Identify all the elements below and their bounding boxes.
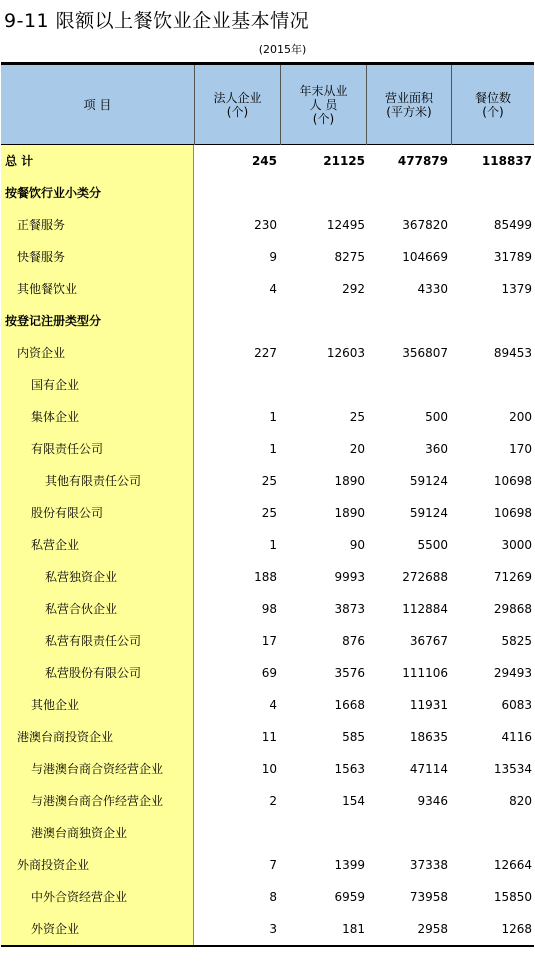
row-value-c1: 10 xyxy=(261,762,277,776)
row-value-c4: 4116 xyxy=(501,730,532,744)
row-value-c4: 6083 xyxy=(501,698,532,712)
row-value-c3 xyxy=(368,305,448,337)
header-item: 项 目 xyxy=(83,98,112,112)
row-value-c4 xyxy=(451,369,532,401)
row-value-c1 xyxy=(195,177,277,209)
row-value-c3 xyxy=(368,369,448,401)
row-label: 总 计 xyxy=(5,154,34,168)
row-value-c1: 2 xyxy=(269,794,277,808)
row-label: 快餐服务 xyxy=(17,250,66,264)
row-value-c1: 17 xyxy=(261,634,277,648)
table-row xyxy=(1,497,534,529)
table-row xyxy=(1,529,534,561)
row-value-c4: 10698 xyxy=(493,474,532,488)
row-value-c4: 12664 xyxy=(493,858,532,872)
row-label: 港澳台商独资企业 xyxy=(31,826,128,840)
row-value-c4: 13534 xyxy=(493,762,532,776)
row-label: 中外合资经营企业 xyxy=(31,890,128,904)
row-value-c3: 73958 xyxy=(409,890,448,904)
row-value-c2: 20 xyxy=(349,442,365,456)
row-label: 私营有限责任公司 xyxy=(45,634,142,648)
table-row xyxy=(1,753,534,785)
row-value-c4: 10698 xyxy=(493,506,532,520)
row-value-c2 xyxy=(280,305,365,337)
row-value-c2: 8275 xyxy=(334,250,365,264)
row-value-c3: 59124 xyxy=(409,506,448,520)
row-value-c1: 98 xyxy=(261,602,277,616)
row-label: 内资企业 xyxy=(17,346,66,360)
row-value-c4: 5825 xyxy=(501,634,532,648)
row-label: 股份有限公司 xyxy=(31,506,104,520)
table-header xyxy=(1,65,534,145)
row-label: 集体企业 xyxy=(31,410,80,424)
row-value-c4: 29868 xyxy=(493,602,532,616)
row-value-c4: 118837 xyxy=(481,154,532,168)
row-label: 按登记注册类型分 xyxy=(5,314,102,328)
row-value-c2: 1563 xyxy=(334,762,365,776)
row-value-c3: 18635 xyxy=(409,730,448,744)
table-row xyxy=(1,657,534,689)
row-value-c3: 477879 xyxy=(397,154,448,168)
row-value-c2: 12495 xyxy=(326,218,365,232)
row-value-c2: 3873 xyxy=(334,602,365,616)
row-value-c1: 11 xyxy=(261,730,277,744)
row-value-c4: 170 xyxy=(509,442,532,456)
table-row xyxy=(1,625,534,657)
row-value-c4 xyxy=(451,305,532,337)
row-value-c1: 8 xyxy=(269,890,277,904)
row-value-c4: 200 xyxy=(509,410,532,424)
table-row xyxy=(1,305,534,337)
table-row xyxy=(1,561,534,593)
row-value-c4: 71269 xyxy=(493,570,532,584)
row-label: 与港澳台商合资经营企业 xyxy=(31,762,164,776)
row-value-c2 xyxy=(280,817,365,849)
row-value-c3: 5500 xyxy=(417,538,448,552)
row-value-c3: 356807 xyxy=(402,346,448,360)
row-value-c1: 1 xyxy=(269,538,277,552)
row-value-c1: 1 xyxy=(269,410,277,424)
row-value-c2: 1890 xyxy=(334,506,365,520)
row-label: 私营合伙企业 xyxy=(45,602,118,616)
row-value-c1: 9 xyxy=(269,250,277,264)
year-note: (2015年) xyxy=(258,43,307,56)
row-label: 港澳台商投资企业 xyxy=(17,730,114,744)
row-value-c2: 876 xyxy=(342,634,365,648)
row-value-c3: 112884 xyxy=(402,602,448,616)
row-value-c2: 9993 xyxy=(334,570,365,584)
row-value-c1: 245 xyxy=(251,154,277,168)
header-legal-entities: 法人企业 (个) xyxy=(194,65,280,145)
row-value-c3: 37338 xyxy=(409,858,448,872)
header-employees: 年末从业 人 员 (个) xyxy=(280,65,366,145)
row-value-c1: 25 xyxy=(261,506,277,520)
row-value-c3: 59124 xyxy=(409,474,448,488)
row-value-c1 xyxy=(195,817,277,849)
row-value-c2: 90 xyxy=(349,538,365,552)
table-row xyxy=(1,273,534,305)
row-value-c2: 12603 xyxy=(326,346,365,360)
row-label: 外商投资企业 xyxy=(17,858,90,872)
row-value-c3: 104669 xyxy=(402,250,448,264)
table-row xyxy=(1,913,534,945)
table-row xyxy=(1,881,534,913)
table-row xyxy=(1,369,534,401)
row-label: 正餐服务 xyxy=(17,218,66,232)
row-value-c1: 4 xyxy=(269,698,277,712)
row-label: 私营独资企业 xyxy=(45,570,118,584)
table-row xyxy=(1,689,534,721)
row-value-c4: 89453 xyxy=(493,346,532,360)
row-value-c1 xyxy=(195,369,277,401)
table-row xyxy=(1,145,534,177)
table-row xyxy=(1,337,534,369)
row-label: 国有企业 xyxy=(31,378,80,392)
table-row xyxy=(1,209,534,241)
row-value-c3: 9346 xyxy=(417,794,448,808)
row-value-c2: 25 xyxy=(349,410,365,424)
row-value-c1: 1 xyxy=(269,442,277,456)
row-value-c3: 360 xyxy=(425,442,448,456)
row-value-c2: 21125 xyxy=(323,154,365,168)
row-value-c1: 188 xyxy=(254,570,277,584)
row-value-c2 xyxy=(280,369,365,401)
row-value-c1: 25 xyxy=(261,474,277,488)
row-label: 按餐饮行业小类分 xyxy=(5,186,102,200)
table-row xyxy=(1,177,534,209)
row-value-c2: 154 xyxy=(342,794,365,808)
row-value-c3: 11931 xyxy=(409,698,448,712)
row-value-c2: 292 xyxy=(342,282,365,296)
row-value-c3: 47114 xyxy=(409,762,448,776)
row-label: 其他企业 xyxy=(31,698,80,712)
row-value-c4: 31789 xyxy=(493,250,532,264)
row-label: 其他餐饮业 xyxy=(17,282,78,296)
row-value-c2: 1668 xyxy=(334,698,365,712)
table-row xyxy=(1,241,534,273)
row-value-c4: 820 xyxy=(509,794,532,808)
row-label: 有限责任公司 xyxy=(31,442,104,456)
row-value-c4: 1268 xyxy=(501,922,532,936)
row-value-c1: 69 xyxy=(261,666,277,680)
row-value-c1: 227 xyxy=(254,346,277,360)
row-value-c1 xyxy=(195,305,277,337)
data-table xyxy=(1,62,534,947)
row-value-c1: 3 xyxy=(269,922,277,936)
row-value-c2: 3576 xyxy=(334,666,365,680)
header-seats: 餐位数 (个) xyxy=(451,65,534,145)
row-value-c2: 181 xyxy=(342,922,365,936)
row-value-c3 xyxy=(368,817,448,849)
table-row xyxy=(1,785,534,817)
table-row xyxy=(1,817,534,849)
row-label: 其他有限责任公司 xyxy=(45,474,142,488)
row-value-c2: 585 xyxy=(342,730,365,744)
table-row xyxy=(1,849,534,881)
row-label: 私营企业 xyxy=(31,538,80,552)
row-value-c4 xyxy=(451,177,532,209)
table-body xyxy=(1,145,534,945)
row-value-c4: 29493 xyxy=(493,666,532,680)
row-value-c3: 367820 xyxy=(402,218,448,232)
row-value-c4: 85499 xyxy=(493,218,532,232)
row-value-c3: 2958 xyxy=(417,922,448,936)
row-label: 与港澳台商合作经营企业 xyxy=(31,794,164,808)
row-value-c1: 7 xyxy=(269,858,277,872)
row-label: 外资企业 xyxy=(31,922,80,936)
table-row xyxy=(1,433,534,465)
row-value-c4: 3000 xyxy=(501,538,532,552)
page-title: 9-11 限额以上餐饮业企业基本情况 xyxy=(4,10,310,32)
row-value-c3: 500 xyxy=(425,410,448,424)
row-value-c1: 4 xyxy=(269,282,277,296)
header-business-area: 营业面积 (平方米) xyxy=(366,65,451,145)
table-row xyxy=(1,465,534,497)
table-row xyxy=(1,593,534,625)
row-label: 私营股份有限公司 xyxy=(45,666,142,680)
row-value-c3 xyxy=(368,177,448,209)
row-value-c2: 1399 xyxy=(334,858,365,872)
row-value-c2: 1890 xyxy=(334,474,365,488)
row-value-c2: 6959 xyxy=(334,890,365,904)
row-value-c4: 1379 xyxy=(501,282,532,296)
row-value-c2 xyxy=(280,177,365,209)
row-value-c4: 15850 xyxy=(493,890,532,904)
row-value-c1: 230 xyxy=(254,218,277,232)
table-row xyxy=(1,721,534,753)
row-value-c3: 111106 xyxy=(402,666,448,680)
row-value-c3: 36767 xyxy=(409,634,448,648)
row-value-c4 xyxy=(451,817,532,849)
row-value-c3: 272688 xyxy=(402,570,448,584)
row-value-c3: 4330 xyxy=(417,282,448,296)
table-row xyxy=(1,401,534,433)
